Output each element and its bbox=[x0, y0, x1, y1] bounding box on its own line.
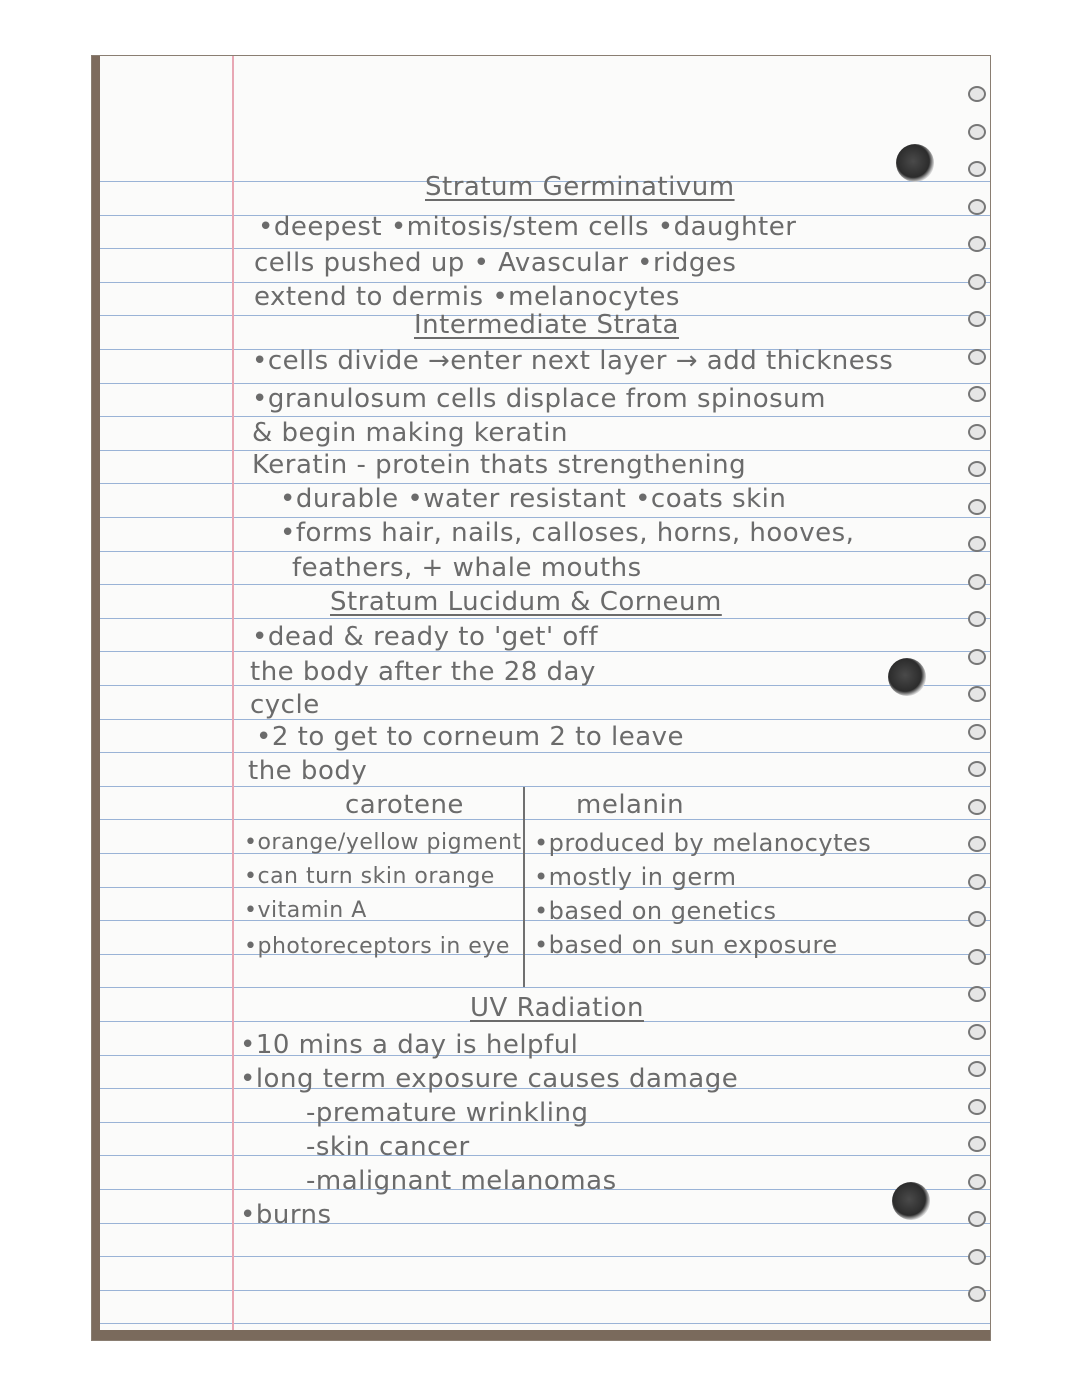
spiral-coil bbox=[968, 1174, 986, 1190]
ruled-line bbox=[92, 584, 990, 585]
spiral-coil bbox=[968, 1211, 986, 1227]
binder-hole-top bbox=[896, 144, 934, 182]
ruled-line bbox=[92, 1323, 990, 1324]
spiral-coil bbox=[968, 1249, 986, 1265]
binder-hole-bottom bbox=[892, 1182, 930, 1220]
melanin-item-3: •based on genetics bbox=[534, 897, 777, 925]
melanin-item-2: •mostly in germ bbox=[534, 863, 737, 891]
ruled-line bbox=[92, 819, 990, 820]
spiral-coil bbox=[968, 199, 986, 215]
heading-stratum-germinativum: Stratum Germinativum bbox=[425, 172, 735, 202]
spiral-coil bbox=[968, 536, 986, 552]
spiral-coil bbox=[968, 236, 986, 252]
intermediate-line-7: feathers, + whale mouths bbox=[292, 553, 642, 583]
carotene-item-1: •orange/yellow pigment bbox=[244, 830, 522, 855]
spiral-coil bbox=[968, 761, 986, 777]
pigment-table-divider bbox=[523, 787, 525, 987]
lucidum-line-2: the body after the 28 day bbox=[250, 657, 596, 687]
lucidum-line-1: •dead & ready to 'get' off bbox=[252, 622, 599, 652]
intermediate-line-5: •durable •water resistant •coats skin bbox=[280, 484, 787, 514]
germ-line-1: •deepest •mitosis/stem cells •daughter bbox=[258, 212, 797, 242]
uv-line-6: •burns bbox=[240, 1200, 332, 1230]
uv-line-4: -skin cancer bbox=[306, 1132, 470, 1162]
spiral-coil bbox=[968, 874, 986, 890]
ruled-line bbox=[92, 719, 990, 720]
melanin-heading: melanin bbox=[576, 790, 685, 820]
spiral-coil bbox=[968, 86, 986, 102]
binder-hole-middle bbox=[888, 658, 926, 696]
ruled-line bbox=[92, 1256, 990, 1257]
carotene-heading: carotene bbox=[345, 790, 464, 820]
carotene-item-2: •can turn skin orange bbox=[244, 864, 495, 889]
spiral-coil bbox=[968, 461, 986, 477]
ruled-line bbox=[92, 416, 990, 417]
spiral-coil bbox=[968, 574, 986, 590]
germ-line-2: cells pushed up • Avascular •ridges bbox=[254, 248, 737, 278]
spiral-coil bbox=[968, 499, 986, 515]
intermediate-line-1: •cells divide →enter next layer → add thickness bbox=[252, 346, 894, 376]
paper-edge-left bbox=[92, 56, 100, 1340]
spiral-coil bbox=[968, 161, 986, 177]
spiral-coil bbox=[968, 1024, 986, 1040]
ruled-line bbox=[92, 551, 990, 552]
spiral-coil bbox=[968, 424, 986, 440]
ruled-line bbox=[92, 618, 990, 619]
uv-line-1: •10 mins a day is helpful bbox=[240, 1030, 579, 1060]
spiral-coil bbox=[968, 274, 986, 290]
spiral-coil bbox=[968, 724, 986, 740]
carotene-item-3: •vitamin A bbox=[244, 898, 367, 923]
ruled-line bbox=[92, 1223, 990, 1224]
melanin-item-1: •produced by melanocytes bbox=[534, 829, 872, 857]
carotene-item-4: •photoreceptors in eye bbox=[244, 934, 510, 959]
spiral-coil bbox=[968, 1099, 986, 1115]
ruled-line bbox=[92, 786, 990, 787]
lucidum-line-5: the body bbox=[248, 756, 368, 786]
melanin-item-4: •based on sun exposure bbox=[534, 931, 838, 959]
heading-intermediate-strata: Intermediate Strata bbox=[414, 310, 679, 340]
ruled-line bbox=[92, 987, 990, 988]
spiral-coil bbox=[968, 1136, 986, 1152]
intermediate-line-6: •forms hair, nails, calloses, horns, hooves, bbox=[280, 518, 855, 548]
lucidum-line-4: •2 to get to corneum 2 to leave bbox=[256, 722, 685, 752]
ruled-line bbox=[92, 1155, 990, 1156]
spiral-coil bbox=[968, 949, 986, 965]
heading-uv-radiation: UV Radiation bbox=[470, 993, 644, 1023]
intermediate-line-3: & begin making keratin bbox=[252, 418, 568, 448]
spiral-coil bbox=[968, 386, 986, 402]
margin-line bbox=[232, 56, 234, 1340]
lucidum-line-3: cycle bbox=[250, 690, 320, 720]
spiral-coil bbox=[968, 1286, 986, 1302]
heading-stratum-lucidum-corneum: Stratum Lucidum & Corneum bbox=[330, 587, 722, 617]
spiral-coil bbox=[968, 986, 986, 1002]
spiral-coil bbox=[968, 124, 986, 140]
uv-line-3: -premature wrinkling bbox=[306, 1098, 589, 1128]
spiral-coil bbox=[968, 686, 986, 702]
spiral-coil bbox=[968, 349, 986, 365]
uv-line-5: -malignant melanomas bbox=[306, 1166, 617, 1196]
paper-edge-bottom bbox=[92, 1330, 990, 1340]
spiral-coil bbox=[968, 911, 986, 927]
spiral-coil bbox=[968, 611, 986, 627]
germ-line-3: extend to dermis •melanocytes bbox=[254, 282, 680, 312]
intermediate-line-4: Keratin - protein thats strengthening bbox=[252, 450, 747, 480]
uv-line-2: •long term exposure causes damage bbox=[240, 1064, 739, 1094]
spiral-coil bbox=[968, 1061, 986, 1077]
spiral-coil bbox=[968, 649, 986, 665]
spiral-coil bbox=[968, 799, 986, 815]
intermediate-line-2: •granulosum cells displace from spinosum bbox=[252, 384, 826, 414]
spiral-coil bbox=[968, 311, 986, 327]
ruled-line bbox=[92, 752, 990, 753]
spiral-coil bbox=[968, 836, 986, 852]
ruled-line bbox=[92, 1290, 990, 1291]
